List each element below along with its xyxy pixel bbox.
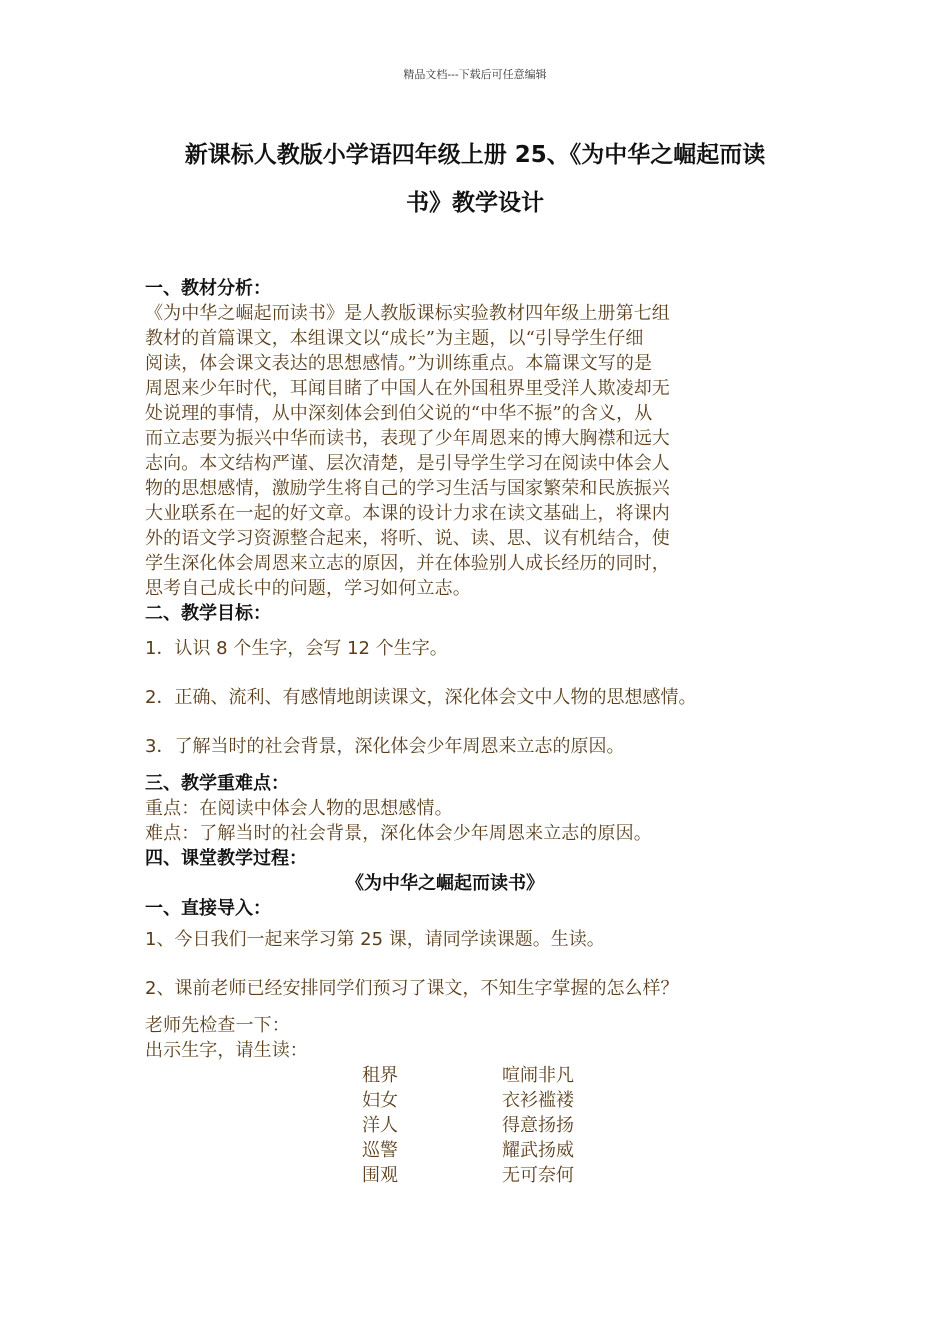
section-heading-key-points: 三、教学重难点： [145,773,289,794]
paragraph-line: 教材的首篇课文，本组课文以“成长”为主题，以“引导学生仔细 [145,328,644,349]
word-row [145,1138,825,1163]
goal-item-2: 2．正确、流利、有感情地朗读课文，深化体会文中人物的思想感情。 [145,687,697,708]
word-left: 妇女 [362,1090,398,1111]
paragraph-line: 《为中华之崛起而读书》是人教版课标实验教材四年级上册第七组 [145,303,670,324]
lesson-title: 《为中华之崛起而读书》 [346,873,544,894]
key-point: 重点：在阅读中体会人物的思想感情。 [145,798,453,819]
paragraph-line: 处说理的事情，从中深刻体会到伯父说的“中华不振”的含义，从 [145,403,653,424]
check-line-2: 出示生字，请生读： [145,1040,308,1061]
document-title-line-1: 新课标人教版小学语四年级上册 25、《为中华之崛起而读 [184,142,766,168]
word-right: 无可奈何 [502,1165,574,1186]
word-right: 耀武扬威 [502,1140,574,1161]
goal-item-1: 1．认识 8 个生字，会写 12 个生字。 [145,638,448,659]
difficult-point: 难点：了解当时的社会背景，深化体会少年周恩来立志的原因。 [145,823,652,844]
word-left: 洋人 [362,1115,398,1136]
paragraph-line: 周恩来少年时代，耳闻目睹了中国人在外国租界里受洋人欺凌却无 [145,378,670,399]
paragraph-line: 而立志要为振兴中华而读书，表现了少年周恩来的博大胸襟和远大 [145,428,670,449]
document-title-line-2: 书》教学设计 [406,190,544,216]
word-left: 巡警 [362,1140,398,1161]
section-heading-process: 四、课堂教学过程： [145,848,307,869]
paragraph-line: 外的语文学习资源整合起来，将听、说、读、思、议有机结合，使 [145,528,670,549]
paragraph-line: 阅读，体会课文表达的思想感情。”为训练重点。本篇课文写的是 [145,353,653,374]
paragraph-line: 志向。本文结构严谨、层次清楚，是引导学生学习在阅读中体会人 [145,453,670,474]
word-row [145,1113,825,1138]
word-left: 围观 [362,1165,398,1186]
section-heading-intro: 一、直接导入： [145,898,271,919]
paragraph-line: 大业联系在一起的好文章。本课的设计力求在读文基础上，将课内 [145,503,670,524]
step-2: 2、课前老师已经安排同学们预习了课文，不知生字掌握的怎么样？ [145,978,679,999]
paragraph-line: 学生深化体会周恩来立志的原因，并在体验别人成长经历的同时， [145,553,670,574]
word-row [145,1163,825,1188]
paragraph-line: 物的思想感情，激励学生将自己的学习生活与国家繁荣和民族振兴 [145,478,670,499]
goal-item-3: 3．了解当时的社会背景，深化体会少年周恩来立志的原因。 [145,736,625,757]
section-heading-analysis: 一、教材分析： [145,278,271,299]
analysis-paragraph [145,301,825,601]
word-left: 租界 [362,1065,398,1086]
document-body [145,276,825,1193]
check-line-1: 老师先检查一下： [145,1015,290,1036]
word-row [145,1063,825,1088]
section-heading-goals: 二、教学目标： [145,603,271,624]
word-right: 喧闹非凡 [502,1065,574,1086]
word-list [145,1063,825,1193]
paragraph-line: 思考自己成长中的问题，学习如何立志。 [145,578,471,599]
word-right: 得意扬扬 [502,1115,574,1136]
step-1: 1、今日我们一起来学习第 25 课，请同学读课题。生读。 [145,929,605,950]
word-row [145,1088,825,1113]
word-right: 衣衫褴褛 [502,1090,574,1111]
header-note: 精品文档---下载后可任意编辑 [403,68,547,81]
